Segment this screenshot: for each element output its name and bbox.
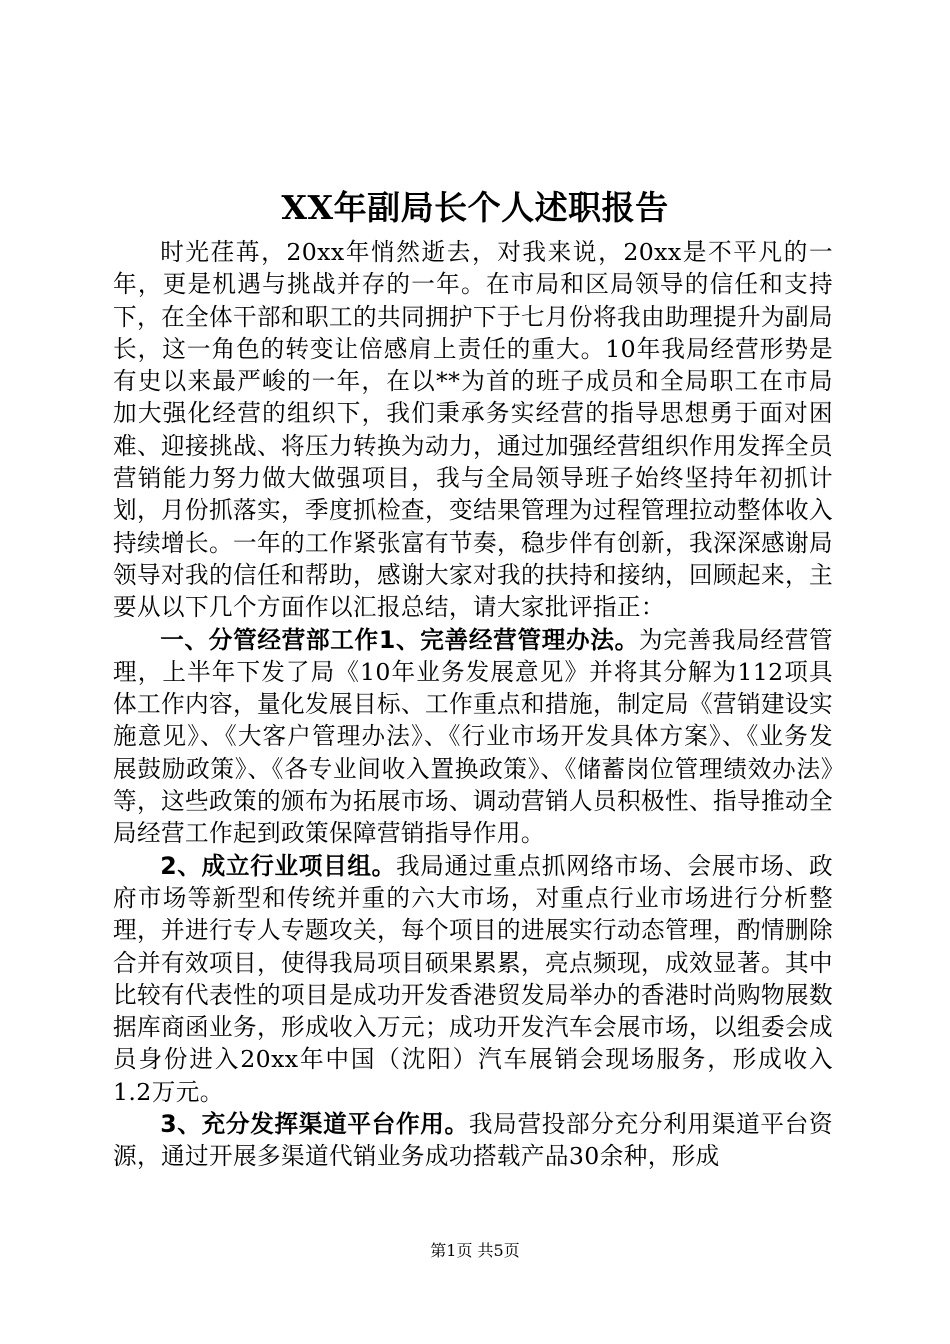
paragraph-section-2	[113, 850, 833, 1108]
section-heading: 3、充分发挥渠道平台作用。	[160, 1110, 469, 1139]
paragraph-text: 我局通过重点抓网络市场、会展市场、政府市场等新型和传统并重的六大市场，对重点行业市场进行分析整理，并进行专人专题攻关，每个项目的进展实行动态管理，酌情删除合并有效项目，使得我局项目硕果累累，亮点频现，成效显著。其中比较有代表性的项目是成功开发香港贸发局举办的香港时尚购物展数据库商函业务，形成收入万元；成功开发汽车会展市场，以组委会成员身份进入20xx年中国（沈阳）汽车展销会现场服务，形成收入1.2万元。	[113, 851, 833, 1106]
document-body	[113, 236, 833, 1173]
paragraph-intro	[113, 236, 833, 624]
section-heading: 一、分管经营部工作1、完善经营管理办法。	[160, 625, 639, 654]
document-title: XX年副局长个人述职报告	[281, 188, 669, 227]
paragraph-section-1	[113, 624, 833, 850]
paragraph-section-3	[113, 1108, 833, 1173]
section-heading: 2、成立行业项目组。	[160, 851, 396, 880]
page-footer: 第1页 共5页	[430, 1241, 520, 1260]
paragraph-text: 我局营投部分充分利用渠道平台资源，通过开展多渠道代销业务成功搭载产品30余种，形成	[113, 1110, 833, 1171]
paragraph-text: 为完善我局经营管理，上半年下发了局《10年业务发展意见》并将其分解为112项具体工作内容，量化发展目标、工作重点和措施，制定局《营销建设实施意见》、《大客户管理办法》、《行业市场开发具体方案》、《业务发展鼓励政策》、《各专业间收入置换政策》、《储蓄岗位管理绩效办法》等，这些政策的颁布为拓展市场、调动营销人员积极性、指导推动全局经营工作起到政策保障营销指导作用。	[113, 625, 834, 848]
paragraph-text: 时光荏苒，20xx年悄然逝去，对我来说，20xx是不平凡的一年，更是机遇与挑战并存的一年。在市局和区局领导的信任和支持下，在全体干部和职工的共同拥护下于七月份将我由助理提升为副局长，这一角色的转变让倍感肩上责任的重大。10年我局经营形势是有史以来最严峻的一年，在以**为首的班子成员和全局职工在市局加大强化经营的组织下，我们秉承务实经营的指导思想勇于面对困难、迎接挑战、将压力转换为动力，通过加强经营组织作用发挥全员营销能力努力做大做强项目，我与全局领导班子始终坚持年初抓计划，月份抓落实，季度抓检查，变结果管理为过程管理拉动整体收入持续增长。一年的工作紧张富有节奏，稳步伴有创新，我深深感谢局领导对我的信任和帮助，感谢大家对我的扶持和接纳，回顾起来，主要从以下几个方面作以汇报总结，请大家批评指正：	[113, 238, 833, 622]
